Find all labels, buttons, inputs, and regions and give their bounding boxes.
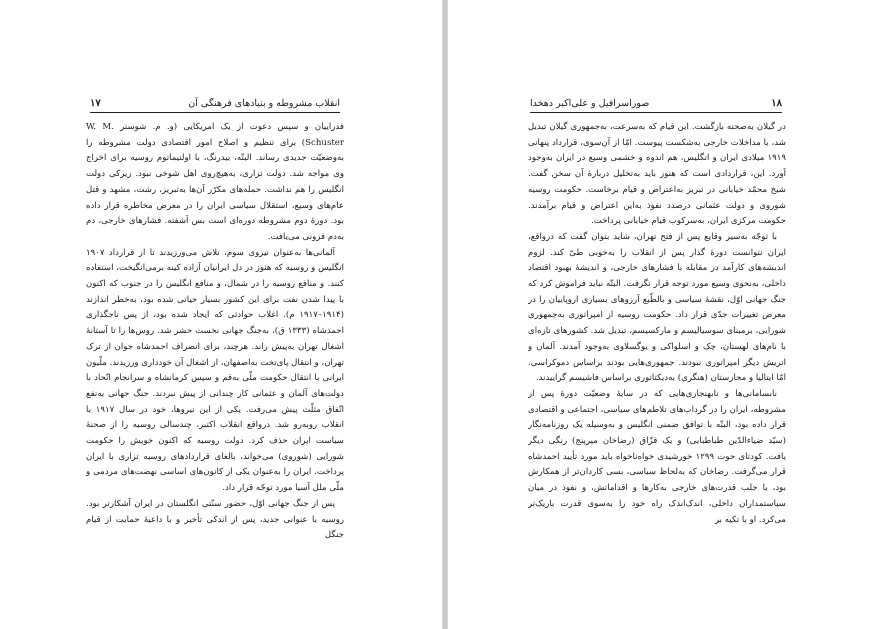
right-page-number: ۱۸ — [771, 98, 782, 109]
right-paragraph: با توجّه به‌سیر وقایع پس از فتح تهران، شاید بتوان گفت که درواقع، ایران نتوانست دورهٔ گذار پس از انقلاب را به‌خوبی طیّ کند. لزوم اندیشه‌های کارآمد در مقابله با فشارهای خارجی، و اندیشهٔ بهبود اقتصاد داخلی، به‌نحوی وسیع مورد توجه قرار نگرفت. البتّه نباید فراموش کرد که جنگ جهانی اوّل، نقشهٔ سیاسی و بالطّبع آرزوهای بسیاری اروپاییان را در معرض تغییرات جدّی قرار داد. حکومت روسیه از امپراتوری به‌جمهوری شورایی، برمبنای سوسیالیسم و مارکسیسم، تبدیل شد. کشورهای تازه‌ای با نام‌های لهستان، چک و اسلواکی و یوگسلاوی به‌وجود آمدند. آلمان و اتریش دیگر امپراتوری نبودند. جمهوری‌هایی بودند براساس دموکراسی. امّا ایتالیا و مجارستان (هنگری) به‌دیکتاتوری براساس فاشیسم گراییدند. — [528, 231, 786, 384]
left-paragraph: پس از جنگ جهانی اوّل، حضور سنّتی انگلستان در ایران آشکارتر بود. روسیه با عنوانی جدید، پس از اندکی تأخیر و با داعیهٔ حمایت از قیام جنگل — [86, 498, 344, 541]
right-paragraph: در گیلان به‌صحنه بازگشت. این قیام که به‌سرعت، به‌جمهوری گیلان تبدیل شد، با مداخلات خارجی به‌شکست پیوست. امّا از آن‌سوی، قرارداد پنهانی ۱۹۱۹ میلادی ایران و انگلیس، هم اندوه و خشمی وسیع در ایران به‌وجود آورد. این، قراردادی است که هنوز باید به‌تحلیل دربارهٔ آن سخن گفت. شیخ محمّد خیابانی در تبریز به‌اعتراض و قیام برخاست. حکومت روسیه شوروی و دولت عثمانی درصدد نفوذ به‌این اعتراض و قیام برآمدند. حکومت مرکزی ایران، به‌سرکوب قیام خیابانی پرداخت. — [528, 122, 786, 227]
right-running-title: صوراسرافیل و علی‌اکبر دهخدا — [530, 98, 650, 109]
right-paragraph: نابسامانی‌ها و نابهنجاری‌هایی که در سایهٔ وضعیّت دورهٔ پس از مشروطه، ایران را در گرداب‌های تلاطم‌های سیاسی، اجتماعی و اقتصادی قرار داده بود، البتّه با توافق ضمنی انگلیس و به‌وسیله یک روزنامه‌نگار (سیّد ضیاءالدّین طباطبایی) و یک قزّاق (رضاخان میرپنج) رنگی دیگر یافت. کودتای حوت ۱۲۹۹ خورشیدی خواه‌ناخواه باید مورد تأیید احمدشاه قرار می‌گرفت. رضاخان که به‌لحاظ سیاسی، بسی کاردان‌تر از همکارش بود، با جلب قدرت‌های خارجی به‌کارها و اقداماتش، و نفوذ در میان سیاستمداران داخلی، اندک‌اندک راه خود را به‌سوی قدرت باریک‌تر می‌کرد. او با تکیه بر — [528, 388, 786, 525]
left-paragraph: آلمانی‌ها به‌عنوان نیروی سوم، تلاش می‌ورزیدند تا از قرارداد ۱۹۰۷ انگلیس و روسیه که هنوز در دل ایرانیان آزاده کینه برمی‌انگیخت، استفاده کنند. و منافع روسیه را در شمال، و منافع انگلیس را در جنوب که اکنون با پیدا شدن نفت برای این کشور بسیار حیاتی شده بود، به‌خطر اندازند (۱۹۱۴–۱۹۱۷ م). اغلاب حوادثی که ایجاد شده بود، از پس تاجگذاری احمدشاه (۱۳۳۳ ق)، به‌جنگ جهانی نخست حشر شد. روس‌ها را تا آستانهٔ اشغال تهران به‌پیش راند. هرچند، برای انصراف احمدشاه جوان از ترک تهران، و انتقال پای‌تخت به‌اصفهان، از اشغال آن خودداری ورزیدند. ملّیون ایرانی با انتقال حکومت ملّی به‌قم و سپس کرمانشاه و سرانجام اتّحاد با دولت‌های آلمان و عثمانی کار چندانی از پیش نبردند. جنگ جهانی به‌نفع اتّفاق مثلّث پیش می‌رفت. یکی از این نیروها، خود در سال ۱۹۱۷ با انقلاب روبه‌رو شد. درواقع انقلاب اکتبر، چندسالی روسیه را از صحنهٔ سیاست ایران حذف کرد. دولت روسیه که اکنون خویش را حکومت شورایی (شوروی) می‌خواند، با‌لغای قراردادهای روسیه تزاری با ایران پرداخت. ایران را به‌عنوان یکی از کانون‌های اساسی نهضت‌های مردمی و ملّی ملل آسیا مورد توجّه قرار داد. — [86, 247, 344, 494]
left-page-number: ۱۷ — [90, 98, 101, 109]
left-page — [0, 0, 443, 629]
left-paragraph: فدراییان و سپس دعوت از یک امریکایی (و. م. شوستر W. M. Schuster) برای تنظیم و اصلاح امور اقتصادی دولت مشروطه را به‌وضعیّت جدیدی رساند. البتّه، بیدرنگ، با اولتیماتوم روسیه برای اخراج وی مواجه شد. دولت تزاری، به‌هیچ‌روی اهل شوخی نبود. زیرکی دولت انگلیس را هم نداشت. حمله‌های مکرّر آن‌ها به‌تبریز، رشت، مشهد و قتل عام‌های وسیع، استقلال سیاسی ایران را در معرض مخاطره قرار داده بود. دورهٔ دوم مشروطه دوره‌ای است بس آشفته. فشارهای خارجی، دم به‌دم فزونی می‌یافت. — [86, 122, 344, 242]
right-page-body — [528, 120, 786, 540]
right-page-header — [530, 96, 782, 113]
left-page-header — [90, 96, 340, 113]
right-page — [447, 0, 889, 629]
left-page-body — [86, 120, 344, 550]
left-running-title: انقلاب مشروطه و بنیادهای فرهنگی آن — [188, 98, 340, 109]
